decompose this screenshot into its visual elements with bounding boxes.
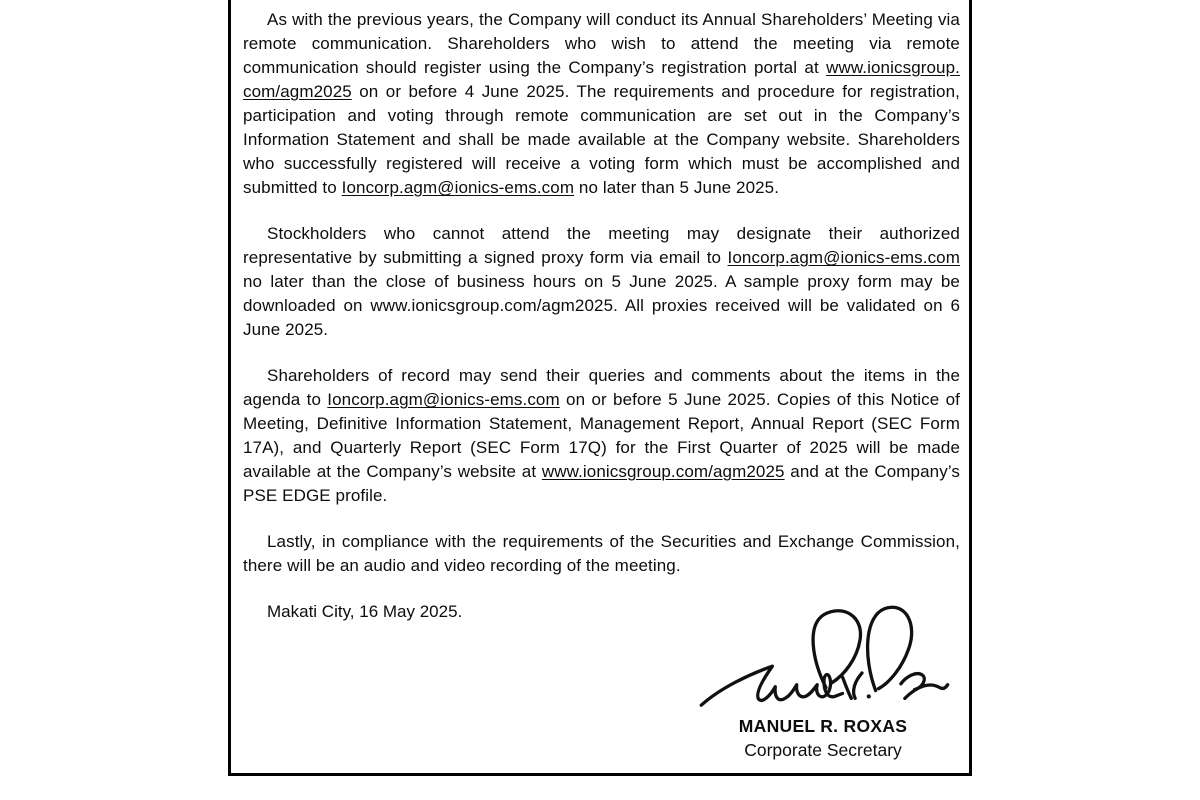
text-run: no later than 5 June 2025. bbox=[574, 178, 780, 197]
text-run: Stockholders who cannot attend the meeting may designate their authorized representative by submitting a signed proxy form via email to bbox=[243, 224, 960, 267]
signature-image bbox=[693, 600, 953, 712]
url-link[interactable]: www.ionicsgroup.com/agm2025 bbox=[541, 462, 785, 481]
dateline: Makati City, 16 May 2025. bbox=[267, 602, 463, 621]
text-run: As with the previous years, the Company will conduct its Annual Shareholders’ Meeting via remote communication. Shareholders who wish to attend the meeting via remote communication should register using the Company’s registration portal at bbox=[243, 10, 960, 77]
url-link[interactable]: www.ionicsgroup.com/agm2025 bbox=[243, 58, 960, 101]
text-run: Lastly, in compliance with the requirements of the Securities and Exchange Commission, there will be an audio and video recording of the meeting. bbox=[243, 532, 960, 575]
signatory-title: Corporate Secretary bbox=[744, 740, 902, 760]
text-run: on or before 4 June 2025. The requirements and procedure for registration, participation and voting through remote communication are set out in the Company’s Information Statement and shall be made available at the Company website. Shareholders who successfully registered will receive a voting form which must be accomplished and submitted to bbox=[243, 82, 960, 197]
signatory-name: MANUEL R. ROXAS bbox=[738, 716, 908, 736]
paragraph bbox=[243, 530, 960, 578]
email-link[interactable]: Ioncorp.agm@ionics-ems.com bbox=[327, 390, 560, 409]
paragraph bbox=[243, 364, 960, 508]
text-run: no later than the close of business hours on 5 June 2025. A sample proxy form may be downloaded on www.ionicsgroup.com/agm2025. All proxies received will be validated on 6 June 2025. bbox=[243, 272, 960, 339]
notice-document bbox=[228, 0, 972, 776]
email-link[interactable]: Ioncorp.agm@ionics-ems.com bbox=[341, 178, 575, 197]
notice-body bbox=[243, 8, 960, 578]
text-run: on or before 5 June 2025. Copies of this Notice of Meeting, Definitive Information Statement, Management Report, Annual Report (SEC Form 17A), and Quarterly Report (SEC Form 17Q) for the First Quarter of 2025 will be made available at the Company’s website at bbox=[243, 390, 960, 481]
paragraph bbox=[243, 222, 960, 342]
paragraph bbox=[243, 8, 960, 200]
email-link[interactable]: Ioncorp.agm@ionics-ems.com bbox=[727, 248, 960, 267]
text-run: and at the Company’s PSE EDGE profile. bbox=[243, 462, 960, 505]
text-run: Shareholders of record may send their queries and comments about the items in the agenda to bbox=[243, 366, 960, 409]
signature-block bbox=[693, 600, 953, 762]
